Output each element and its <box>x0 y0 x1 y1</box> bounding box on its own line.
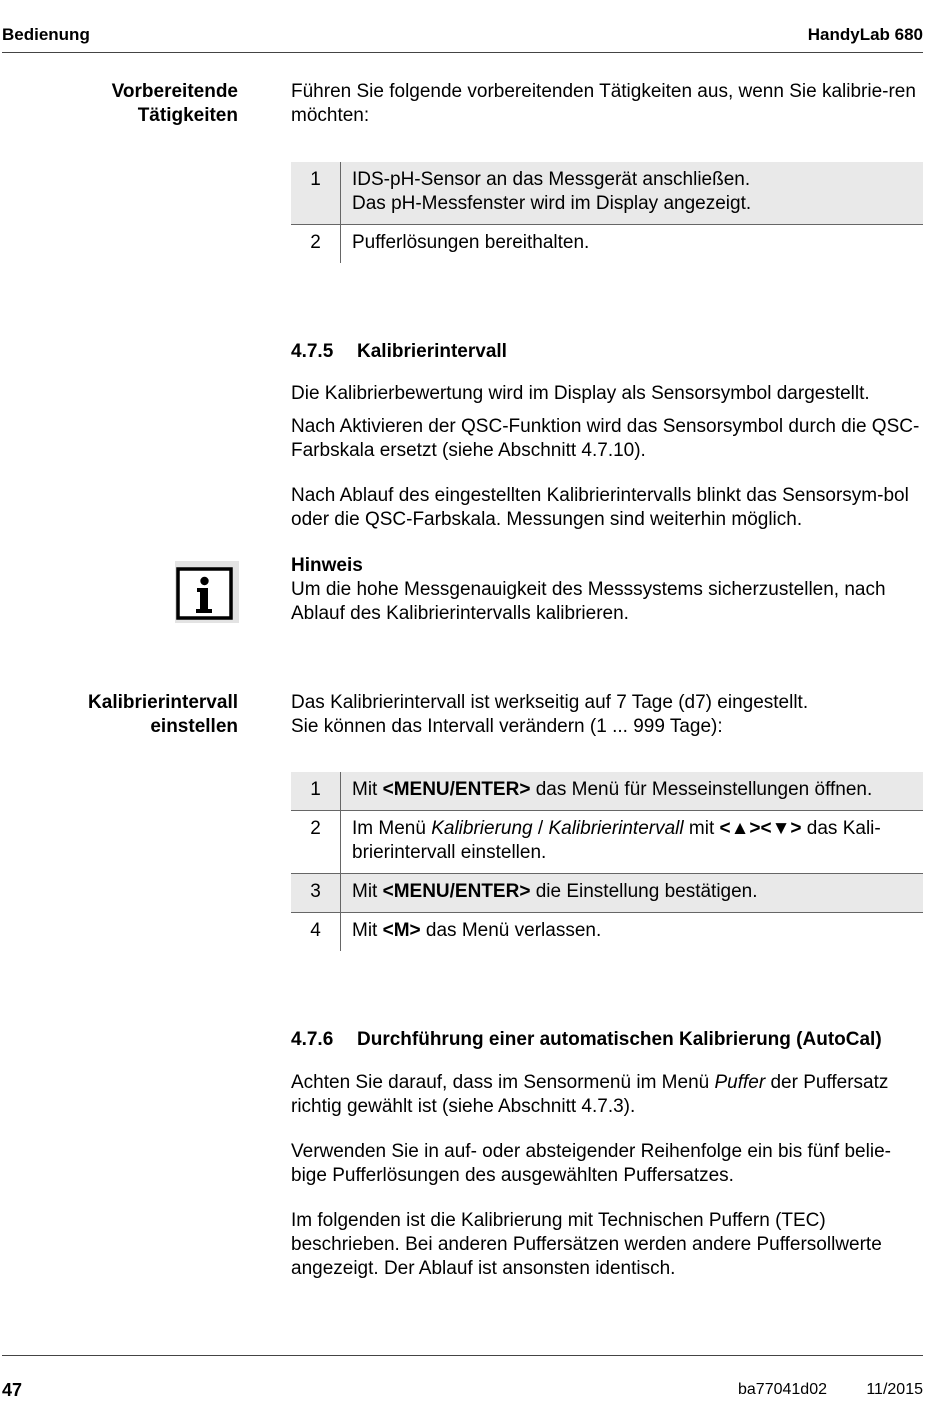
section-heading-4-7-6 <box>291 1028 923 1052</box>
paragraph-line: Sie können das Intervall verändern (1 ... 999 Tage): <box>291 716 723 737</box>
footer-rule <box>2 1355 923 1356</box>
table-row <box>291 225 923 264</box>
info-icon <box>175 561 239 623</box>
table-row <box>291 162 923 225</box>
header-rule <box>2 52 923 53</box>
key-label: <MENU/ENTER> <box>382 779 531 800</box>
side-heading-set-interval <box>20 691 238 739</box>
side-heading-line: Vorbereitende <box>111 81 238 102</box>
key-label: <▲><▼> <box>719 818 802 839</box>
section-heading-4-7-5 <box>291 340 923 364</box>
note-title: Hinweis <box>291 555 363 576</box>
table-row <box>291 772 923 811</box>
table-row <box>291 811 923 874</box>
step-text: Mit <MENU/ENTER> die Einstellung bestätigen. <box>341 874 924 913</box>
side-heading-line: Kalibrierintervall <box>88 692 238 713</box>
step-number: 2 <box>291 811 341 874</box>
section-number: 4.7.6 <box>291 1029 334 1050</box>
preparation-intro <box>291 80 923 128</box>
table-row <box>291 874 923 913</box>
note-text: Um die hohe Messgenauigkeit des Messsystems sicherzustellen, nach Ablauf des Kalibrierintervalls kalibrieren. <box>291 579 886 624</box>
set-interval-intro <box>291 691 923 739</box>
key-label: <MENU/ENTER> <box>382 881 531 902</box>
step-number: 1 <box>291 772 341 811</box>
step-line: IDS-pH-Sensor an das Messgerät anschließen. <box>352 169 751 190</box>
step-number: 4 <box>291 913 341 952</box>
paragraph: Verwenden Sie in auf- oder absteigender Reihenfolge ein bis fünf belie-bige Pufferlösungen des ausgewählten Puffersatzes. <box>291 1141 891 1186</box>
step-number: 2 <box>291 225 341 264</box>
section-number: 4.7.5 <box>291 341 334 362</box>
paragraph: Achten Sie darauf, dass im Sensormenü im Menü Puffer der Puffersatz richtig gewählt ist (siehe Abschnitt 4.7.3). <box>291 1072 889 1117</box>
key-label: <M> <box>382 920 421 941</box>
paragraph: Führen Sie folgende vorbereitenden Tätigkeiten aus, wenn Sie kalibrie-ren möchten: <box>291 81 916 126</box>
menu-name: Kalibrierung <box>431 818 533 839</box>
step-number: 3 <box>291 874 341 913</box>
note-box <box>291 554 923 626</box>
paragraph: Die Kalibrierbewertung wird im Display als Sensorsymbol dargestellt. <box>291 383 870 404</box>
set-interval-steps-table <box>291 772 923 951</box>
table-row <box>291 913 923 952</box>
document-id: ba77041d02 <box>738 1381 827 1398</box>
step-text: Im Menü Kalibrierung / Kalibrierintervall mit <▲><▼> das Kali-brierintervall einstellen. <box>341 811 924 874</box>
paragraph: Nach Ablauf des eingestellten Kalibrierintervalls blinkt das Sensorsym-bol oder die QSC-Farbskala. Messungen sind weiterhin möglich. <box>291 485 909 530</box>
step-text <box>341 162 924 225</box>
paragraph-line: Das Kalibrierintervall ist werkseitig auf 7 Tage (d7) eingestellt. <box>291 692 809 713</box>
running-header-right: HandyLab 680 <box>807 25 923 44</box>
preparation-steps-table <box>291 162 923 263</box>
document-date: 11/2015 <box>866 1381 923 1398</box>
paragraph: Im folgenden ist die Kalibrierung mit Technischen Puffern (TEC) beschrieben. Bei anderen Puffersätzen werden andere Puffersollwerte angezeigt. Der Ablauf ist ansonsten identisch. <box>291 1210 882 1279</box>
menu-name: Kalibrierintervall <box>548 818 684 839</box>
step-text: Mit <M> das Menü verlassen. <box>352 920 602 941</box>
side-heading-preparation <box>20 80 238 128</box>
section-title: Kalibrierintervall <box>357 341 507 362</box>
side-heading-line: Tätigkeiten <box>137 105 238 126</box>
step-number: 1 <box>291 162 341 225</box>
side-heading-line: einstellen <box>150 716 238 737</box>
paragraph: Nach Aktivieren der QSC-Funktion wird das Sensorsymbol durch die QSC-Farbskala ersetzt (siehe Abschnitt 4.7.10). <box>291 416 920 461</box>
step-text: Pufferlösungen bereithalten. <box>352 232 590 253</box>
step-text: Mit <MENU/ENTER> das Menü für Messeinstellungen öffnen. <box>341 772 924 811</box>
menu-name: Puffer <box>714 1072 766 1093</box>
running-header-left: Bedienung <box>2 25 90 44</box>
section-title: Durchführung einer automatischen Kalibrierung (AutoCal) <box>357 1029 882 1050</box>
step-line: Das pH-Messfenster wird im Display angezeigt. <box>352 193 752 214</box>
page-number: 47 <box>2 1380 23 1400</box>
